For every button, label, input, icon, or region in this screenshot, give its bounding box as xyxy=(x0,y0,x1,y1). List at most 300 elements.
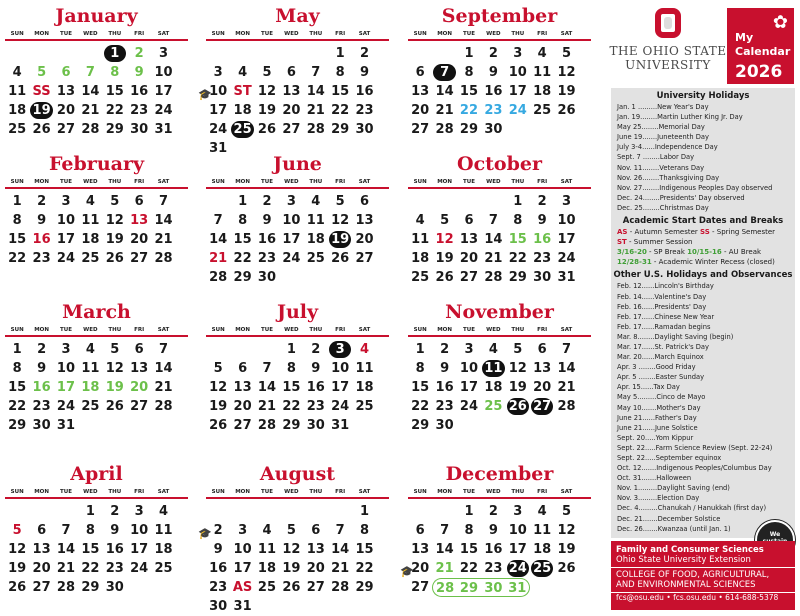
day-cell: 19 xyxy=(8,561,27,576)
day-cell: 21 xyxy=(56,561,76,576)
footer-college-2: AND ENVIRONMENTAL SCIENCES xyxy=(616,580,756,590)
day-cell: 20 xyxy=(233,399,252,414)
day-cell: 2 xyxy=(440,342,450,357)
day-cell: 31 xyxy=(56,418,76,433)
day-cell: 13 xyxy=(355,213,374,228)
weekday-label: SUN xyxy=(413,327,427,333)
day-cell: 24 xyxy=(56,251,76,266)
weekday-label: THU xyxy=(108,31,122,37)
weekday-label: TUE xyxy=(59,489,72,495)
day-cell: 28 xyxy=(484,270,503,285)
day-cell: 1 xyxy=(513,194,523,209)
day-grid xyxy=(408,192,591,287)
day-cell: 16 xyxy=(209,561,228,576)
day-cell: 18 xyxy=(8,103,27,118)
day-cell: 19 xyxy=(209,399,228,414)
weekday-label: WED xyxy=(83,31,98,37)
day-cell: 21 xyxy=(331,561,350,576)
day-cell: 17 xyxy=(331,380,350,395)
weekday-label: MON xyxy=(437,179,452,185)
day-cell: 27 xyxy=(233,418,252,433)
empty-cell xyxy=(457,192,481,211)
holiday-row: Sept. 7 ........Labor Day xyxy=(617,153,695,162)
day-cell: 24 xyxy=(557,251,576,266)
day-cell: 30 xyxy=(355,122,374,137)
month-title: May xyxy=(275,5,320,27)
day-cell: 20 xyxy=(130,232,149,247)
weekday-label: THU xyxy=(511,31,525,37)
day-cell: 2 xyxy=(311,342,321,357)
holiday-row: Feb. 16......Presidents' Day xyxy=(617,302,707,311)
day-cell: 18 xyxy=(306,232,325,247)
weekday-header xyxy=(408,325,591,337)
day-cell: 11 xyxy=(257,542,277,557)
day-cell: 25 xyxy=(530,559,554,578)
day-cell: 22 xyxy=(105,103,124,118)
day-cell: 16 xyxy=(355,84,374,99)
day-cell: 10 xyxy=(557,213,576,228)
day-cell: 18 xyxy=(533,542,552,557)
day-cell: 25 xyxy=(8,122,27,137)
day-cell: 21 xyxy=(435,561,454,576)
day-cell: 16 xyxy=(533,232,552,247)
holiday-row: Nov. 27........Indigenous Peoples Day observed xyxy=(617,183,773,192)
weekday-label: THU xyxy=(511,179,525,185)
day-cell: 19 xyxy=(29,101,53,120)
holiday-row: Dec. 4.........Chanukah / Hanukkah (first day) xyxy=(617,504,767,513)
day-cell: 6 xyxy=(37,523,47,538)
month-may xyxy=(198,4,389,158)
empty-cell xyxy=(230,502,254,521)
day-cell: 9 xyxy=(262,213,272,228)
holiday-row: Nov. 11........Veterans Day xyxy=(617,163,705,172)
day-cell: 15 xyxy=(81,542,100,557)
weekday-label: FRI xyxy=(537,31,548,37)
day-cell: 15 xyxy=(282,380,301,395)
day-cell: 28 xyxy=(154,251,173,266)
day-cell: 2 xyxy=(262,194,272,209)
day-cell: 11 xyxy=(81,213,100,228)
day-cell: 11 xyxy=(533,65,552,80)
graduation-cap-icon: 🎓 xyxy=(198,88,212,101)
day-cell: 28 xyxy=(306,122,325,137)
day-cell: 12 xyxy=(8,542,27,557)
day-cell: 18 xyxy=(154,542,173,557)
weekday-label: FRI xyxy=(134,31,145,37)
weekday-label: THU xyxy=(108,179,122,185)
day-cell: 30 xyxy=(306,418,325,433)
day-cell: 12 xyxy=(435,232,454,247)
empty-cell xyxy=(206,44,230,63)
weekday-label: SUN xyxy=(211,327,225,333)
other-holidays-heading: Other U.S. Holidays and Observances xyxy=(613,270,793,281)
day-cell: 7 xyxy=(159,194,169,209)
day-cell: 14 xyxy=(484,232,503,247)
weekday-label: THU xyxy=(309,179,323,185)
weekday-label: SUN xyxy=(413,179,427,185)
day-cell: 2 xyxy=(360,46,370,61)
day-cell: 5 xyxy=(110,342,120,357)
weekday-label: THU xyxy=(309,327,323,333)
day-cell: 5 xyxy=(213,361,223,376)
day-cell: 14 xyxy=(435,84,454,99)
holiday-row: Apr. 15......Tax Day xyxy=(617,383,680,392)
day-cell: 6 xyxy=(415,65,425,80)
day-cell: 1 xyxy=(464,504,474,519)
day-cell: 30 xyxy=(481,578,505,597)
day-cell: 23 xyxy=(32,399,51,414)
day-cell: 27 xyxy=(32,580,51,595)
weekday-label: MON xyxy=(34,489,49,495)
day-cell: 5 xyxy=(562,504,572,519)
day-cell: 16 xyxy=(306,380,325,395)
weekday-header xyxy=(206,325,389,337)
day-cell: 27 xyxy=(130,251,149,266)
month-title: March xyxy=(62,301,131,323)
weekday-header xyxy=(206,487,389,499)
day-cell: 28 xyxy=(432,578,456,597)
day-cell: 1 xyxy=(286,342,296,357)
day-cell: 26 xyxy=(257,122,277,137)
day-cell: 21 xyxy=(306,103,325,118)
day-cell: 14 xyxy=(154,213,173,228)
day-cell: 15 xyxy=(331,84,350,99)
day-cell: 30 xyxy=(484,122,503,137)
weekday-label: THU xyxy=(511,327,525,333)
day-cell: 21 xyxy=(435,103,454,118)
day-cell: 15 xyxy=(8,380,27,395)
day-cell: 23 xyxy=(484,561,503,576)
day-cell: 20 xyxy=(130,380,149,395)
day-cell: 19 xyxy=(557,84,576,99)
day-cell: 9 xyxy=(440,361,450,376)
day-cell: 23 xyxy=(32,251,51,266)
month-title: October xyxy=(457,153,542,175)
weekday-label: WED xyxy=(486,327,501,333)
weekday-label: FRI xyxy=(537,489,548,495)
weekday-label: TUE xyxy=(462,327,475,333)
day-cell: 26 xyxy=(32,122,51,137)
day-cell: 11 xyxy=(8,84,27,99)
weekday-label: SUN xyxy=(211,31,225,37)
day-cell: 29 xyxy=(81,580,100,595)
weekday-label: THU xyxy=(309,31,323,37)
day-cell: 17 xyxy=(56,232,76,247)
day-cell: 27 xyxy=(459,270,479,285)
day-cell: 26 xyxy=(557,103,576,118)
weekday-label: TUE xyxy=(59,31,72,37)
day-cell: 31 xyxy=(506,578,530,597)
day-cell: 24 xyxy=(508,103,527,118)
day-cell: 25 xyxy=(81,251,100,266)
day-cell: 4 xyxy=(537,46,547,61)
day-cell: 3 xyxy=(61,194,71,209)
empty-cell xyxy=(408,44,432,63)
day-cell: 9 xyxy=(360,65,370,80)
day-cell: 4 xyxy=(159,504,169,519)
weekday-header xyxy=(408,29,591,41)
day-cell: 26 xyxy=(209,418,228,433)
weekday-label: SAT xyxy=(157,327,170,333)
day-cell: 15 xyxy=(105,84,124,99)
empty-cell xyxy=(5,44,29,63)
holidays-heading: University Holidays xyxy=(656,91,750,101)
buckeye-flower-icon: ✿ xyxy=(772,12,788,33)
day-cell: 7 xyxy=(562,342,572,357)
weekday-label: FRI xyxy=(537,327,548,333)
day-cell: 29 xyxy=(411,418,430,433)
day-cell: 22 xyxy=(459,103,479,118)
day-cell: 1 xyxy=(12,342,22,357)
day-cell: 5 xyxy=(286,523,296,538)
day-cell: 26 xyxy=(435,270,454,285)
holiday-row: Mar. 20......March Equinox xyxy=(617,353,704,362)
day-cell: 14 xyxy=(154,361,173,376)
day-cell: 1 xyxy=(335,46,345,61)
weekday-label: WED xyxy=(486,489,501,495)
day-cell: 25 xyxy=(411,270,430,285)
weekday-label: SUN xyxy=(10,31,24,37)
day-cell: 22 xyxy=(8,251,27,266)
empty-cell xyxy=(279,502,303,521)
day-cell: 26 xyxy=(331,251,350,266)
day-cell: 5 xyxy=(335,194,345,209)
day-cell: 19 xyxy=(328,230,352,249)
day-cell: 7 xyxy=(335,523,345,538)
day-cell: 23 xyxy=(533,251,552,266)
footer xyxy=(611,541,795,610)
weekday-label: FRI xyxy=(335,327,346,333)
day-cell: 8 xyxy=(110,65,120,80)
day-cell: 13 xyxy=(233,380,252,395)
day-cell: 10 xyxy=(56,361,76,376)
month-title: January xyxy=(55,5,138,27)
day-cell: 16 xyxy=(435,380,454,395)
weekday-label: TUE xyxy=(260,327,273,333)
day-cell: 2 xyxy=(110,504,120,519)
day-cell: 10 xyxy=(459,361,479,376)
holiday-row: Feb. 12......Lincoln's Birthday xyxy=(617,282,714,291)
weekday-label: MON xyxy=(235,179,250,185)
day-cell: 3 xyxy=(213,65,223,80)
weekday-label: SAT xyxy=(560,31,573,37)
day-cell: 25 xyxy=(533,103,552,118)
day-cell: 21 xyxy=(257,399,277,414)
day-cell: 6 xyxy=(464,213,474,228)
day-grid xyxy=(5,502,188,597)
day-cell: 24 xyxy=(331,399,350,414)
weekday-header xyxy=(206,177,389,189)
day-cell: 7 xyxy=(159,342,169,357)
empty-cell xyxy=(5,502,29,521)
empty-cell xyxy=(230,340,254,359)
day-cell: 29 xyxy=(282,418,301,433)
day-cell: 18 xyxy=(81,380,100,395)
academic-legend-row: ST - Summer Session xyxy=(617,238,693,247)
day-cell: 17 xyxy=(282,232,301,247)
day-cell: 19 xyxy=(557,542,576,557)
day-cell: 18 xyxy=(411,251,430,266)
day-cell: 30 xyxy=(32,418,51,433)
day-cell: 22 xyxy=(81,561,100,576)
day-cell: 10 xyxy=(154,65,173,80)
day-cell: 8 xyxy=(12,361,22,376)
day-cell: 12 xyxy=(105,361,124,376)
day-cell: 24 xyxy=(506,559,530,578)
holiday-row: Feb. 17......Ramadan begins xyxy=(617,322,711,331)
day-cell: 15 xyxy=(459,542,479,557)
day-cell: 28 xyxy=(154,399,173,414)
holiday-row: Sept. 22.....Farm Science Review (Sept. 22-24) xyxy=(617,443,773,452)
day-cell: 5 xyxy=(12,523,22,538)
weekday-label: WED xyxy=(284,31,299,37)
holiday-row: Dec. 26.......Kwanzaa (until Jan. 1) xyxy=(617,524,731,533)
empty-cell xyxy=(230,44,254,63)
day-cell: 22 xyxy=(233,251,252,266)
day-cell: 14 xyxy=(56,542,76,557)
day-cell: 5 xyxy=(513,342,523,357)
day-cell: 10 xyxy=(508,523,527,538)
holiday-row: June 19.......Juneteenth Day xyxy=(617,133,709,142)
weekday-header xyxy=(408,177,591,189)
weekday-header xyxy=(5,487,188,499)
day-cell: 7 xyxy=(262,361,272,376)
day-cell: 6 xyxy=(360,194,370,209)
day-cell: 9 xyxy=(37,213,47,228)
holiday-row: May 25........Memorial Day xyxy=(617,123,705,132)
month-december xyxy=(400,462,591,597)
day-cell: 5 xyxy=(440,213,450,228)
empty-cell xyxy=(432,192,456,211)
day-cell: 27 xyxy=(130,399,149,414)
day-cell: 3 xyxy=(328,340,352,359)
day-cell: 21 xyxy=(557,380,576,395)
day-cell: 14 xyxy=(306,84,325,99)
empty-cell xyxy=(408,192,432,211)
day-cell: 4 xyxy=(311,194,321,209)
holiday-row: June 21......June Solstice xyxy=(617,423,698,432)
day-cell: 16 xyxy=(130,84,149,99)
empty-cell xyxy=(206,502,230,521)
day-cell: 3 xyxy=(562,194,572,209)
day-cell: 15 xyxy=(8,232,27,247)
weekday-label: MON xyxy=(34,31,49,37)
weekday-header xyxy=(5,177,188,189)
weekday-label: FRI xyxy=(335,179,346,185)
empty-cell xyxy=(255,44,279,63)
empty-cell xyxy=(255,502,279,521)
weekday-header xyxy=(206,29,389,41)
my-calendar-badge: ✿ My Calendar 2026 xyxy=(727,8,794,84)
holiday-row: May 5.........Cinco de Mayo xyxy=(617,393,706,402)
month-april xyxy=(5,462,188,597)
weekday-label: MON xyxy=(34,179,49,185)
day-cell: 1 xyxy=(238,194,248,209)
day-cell: 28 xyxy=(435,122,454,137)
holiday-row: Mar. 8........Daylight Saving (begin) xyxy=(617,332,734,341)
day-cell: 6 xyxy=(134,194,144,209)
day-cell: 9 xyxy=(488,523,498,538)
day-cell: 18 xyxy=(257,561,277,576)
day-cell: 29 xyxy=(105,122,124,137)
day-cell: ST xyxy=(233,84,252,99)
day-cell: 22 xyxy=(508,251,527,266)
day-cell: 23 xyxy=(484,103,503,118)
day-cell: 4 xyxy=(238,65,248,80)
empty-cell xyxy=(54,502,78,521)
weekday-label: SUN xyxy=(10,327,24,333)
day-cell: 26 xyxy=(8,580,27,595)
day-cell: 11 xyxy=(306,213,325,228)
empty-cell xyxy=(432,44,456,63)
day-cell: 6 xyxy=(311,523,321,538)
day-cell: 20 xyxy=(282,103,301,118)
graduation-cap-icon: 🎓 xyxy=(400,565,414,578)
month-november xyxy=(408,300,591,435)
day-cell: 17 xyxy=(508,84,527,99)
day-cell: 9 xyxy=(110,523,120,538)
weekday-label: WED xyxy=(486,31,501,37)
holiday-row: Dec. 21.......December Solstice xyxy=(617,514,721,523)
day-cell: 15 xyxy=(411,380,430,395)
month-august xyxy=(198,462,389,616)
day-cell: 11 xyxy=(411,232,430,247)
day-cell: 1 xyxy=(464,46,474,61)
month-title: February xyxy=(48,153,144,175)
day-cell: 23 xyxy=(209,580,228,595)
day-cell: 24 xyxy=(459,399,479,414)
weekday-label: MON xyxy=(437,489,452,495)
day-cell: 4 xyxy=(537,504,547,519)
day-cell: 27 xyxy=(306,580,325,595)
holiday-row: Dec. 25........Christmas Day xyxy=(617,203,709,212)
day-cell: 16 xyxy=(484,542,503,557)
day-cell: 18 xyxy=(233,103,252,118)
weekday-label: SAT xyxy=(157,179,170,185)
day-cell: 31 xyxy=(154,122,173,137)
day-cell: 8 xyxy=(335,65,345,80)
weekday-label: SAT xyxy=(358,179,371,185)
day-cell: 2 xyxy=(134,46,144,61)
day-cell: 3 xyxy=(238,523,248,538)
weekday-label: MON xyxy=(235,31,250,37)
weekday-label: SAT xyxy=(560,179,573,185)
day-cell: 12 xyxy=(508,361,527,376)
academic-heading: Academic Start Dates and Breaks xyxy=(622,216,784,227)
day-cell: 31 xyxy=(233,599,252,614)
day-cell: 5 xyxy=(562,46,572,61)
day-grid xyxy=(408,340,591,435)
month-title: September xyxy=(441,5,558,27)
graduation-cap-icon: 🎓 xyxy=(198,527,212,540)
day-cell: 10 xyxy=(508,65,527,80)
day-cell: 27 xyxy=(530,397,554,416)
day-cell: 6 xyxy=(415,523,425,538)
day-cell: 30 xyxy=(105,580,124,595)
weekday-label: WED xyxy=(284,179,299,185)
weekday-label: TUE xyxy=(59,327,72,333)
month-title: November xyxy=(445,301,554,323)
day-cell: 24 xyxy=(130,561,149,576)
day-cell: 4 xyxy=(85,342,95,357)
day-cell: 3 xyxy=(513,46,523,61)
day-cell: 27 xyxy=(355,251,374,266)
day-cell: 11 xyxy=(355,361,374,376)
day-cell: 1 xyxy=(360,504,370,519)
day-cell: 15 xyxy=(233,232,252,247)
day-grid xyxy=(408,44,591,139)
day-cell: 7 xyxy=(432,63,456,82)
